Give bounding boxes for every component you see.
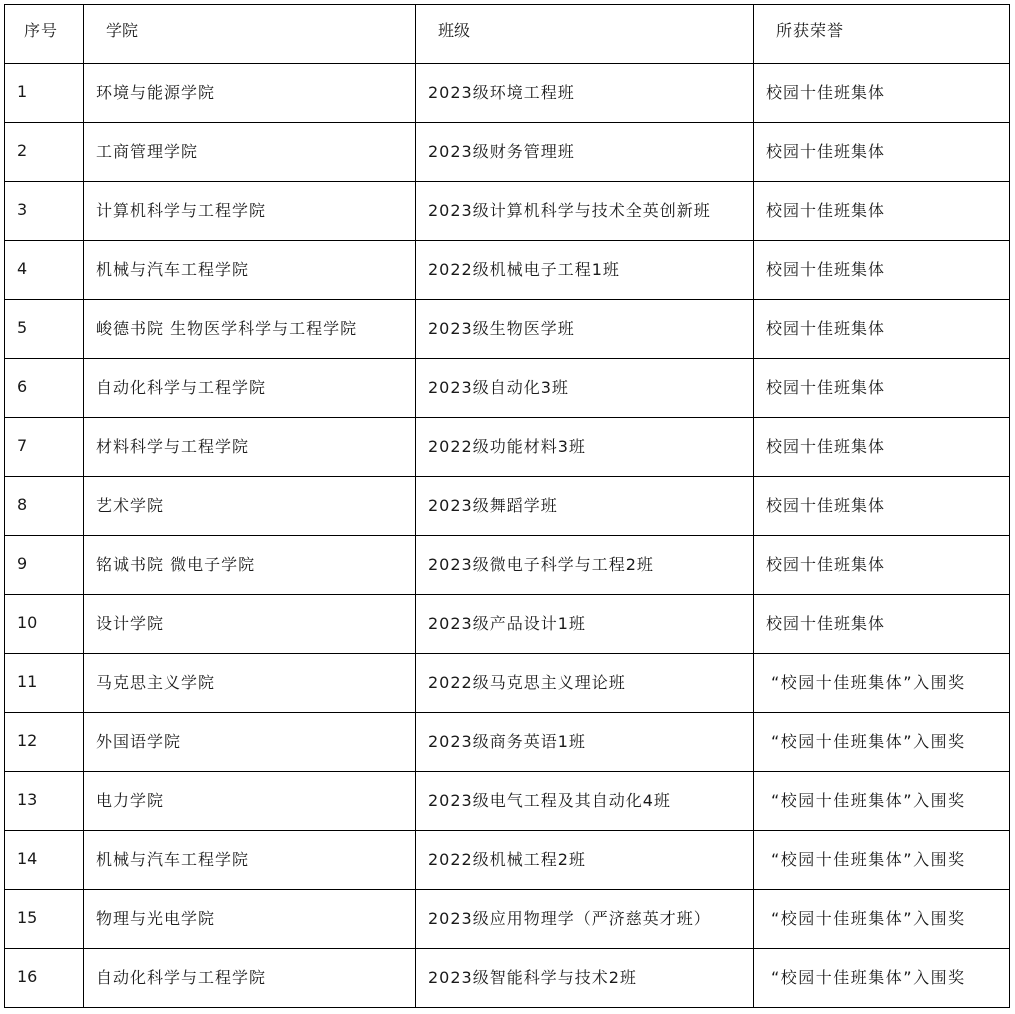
table-row — [5, 418, 1010, 477]
cell-honor: 校园十佳班集体 — [754, 182, 1010, 241]
honor-table-container — [4, 4, 1010, 1008]
cell-college: 机械与汽车工程学院 — [84, 241, 416, 300]
cell-honor: 校园十佳班集体 — [754, 477, 1010, 536]
cell-seq: 15 — [5, 890, 84, 949]
table-row — [5, 64, 1010, 123]
cell-honor: 校园十佳班集体 — [754, 359, 1010, 418]
table-row — [5, 536, 1010, 595]
cell-class: 2023级财务管理班 — [416, 123, 754, 182]
table-row — [5, 713, 1010, 772]
cell-class: 2023级智能科学与技术2班 — [416, 949, 754, 1008]
cell-honor: 校园十佳班集体 — [754, 300, 1010, 359]
cell-class: 2023级应用物理学（严济慈英才班） — [416, 890, 754, 949]
cell-class: 2023级自动化3班 — [416, 359, 754, 418]
table-row — [5, 772, 1010, 831]
header-class: 班级 — [416, 5, 754, 64]
table-row — [5, 182, 1010, 241]
cell-college: 工商管理学院 — [84, 123, 416, 182]
table-row — [5, 300, 1010, 359]
header-honor: 所获荣誉 — [754, 5, 1010, 64]
cell-college: 自动化科学与工程学院 — [84, 359, 416, 418]
cell-class: 2023级生物医学班 — [416, 300, 754, 359]
table-row — [5, 949, 1010, 1008]
cell-college: 电力学院 — [84, 772, 416, 831]
cell-seq: 8 — [5, 477, 84, 536]
cell-class: 2023级计算机科学与技术全英创新班 — [416, 182, 754, 241]
cell-college: 自动化科学与工程学院 — [84, 949, 416, 1008]
cell-college: 物理与光电学院 — [84, 890, 416, 949]
cell-honor: “校园十佳班集体”入围奖 — [754, 831, 1010, 890]
table-header-row — [5, 5, 1010, 64]
cell-college: 马克思主义学院 — [84, 654, 416, 713]
cell-college: 设计学院 — [84, 595, 416, 654]
cell-seq: 9 — [5, 536, 84, 595]
cell-honor: 校园十佳班集体 — [754, 418, 1010, 477]
cell-honor: 校园十佳班集体 — [754, 241, 1010, 300]
cell-honor: “校园十佳班集体”入围奖 — [754, 713, 1010, 772]
cell-seq: 1 — [5, 64, 84, 123]
cell-college: 艺术学院 — [84, 477, 416, 536]
cell-honor: “校园十佳班集体”入围奖 — [754, 654, 1010, 713]
table-row — [5, 241, 1010, 300]
cell-class: 2023级微电子科学与工程2班 — [416, 536, 754, 595]
honor-table — [4, 4, 1010, 1008]
cell-class: 2022级机械工程2班 — [416, 831, 754, 890]
header-college: 学院 — [84, 5, 416, 64]
cell-seq: 14 — [5, 831, 84, 890]
cell-seq: 5 — [5, 300, 84, 359]
cell-college: 计算机科学与工程学院 — [84, 182, 416, 241]
cell-college: 机械与汽车工程学院 — [84, 831, 416, 890]
cell-class: 2023级产品设计1班 — [416, 595, 754, 654]
cell-class: 2023级舞蹈学班 — [416, 477, 754, 536]
table-row — [5, 359, 1010, 418]
table-row — [5, 890, 1010, 949]
cell-seq: 13 — [5, 772, 84, 831]
cell-seq: 2 — [5, 123, 84, 182]
cell-honor: “校园十佳班集体”入围奖 — [754, 890, 1010, 949]
cell-college: 峻德书院 生物医学科学与工程学院 — [84, 300, 416, 359]
table-row — [5, 123, 1010, 182]
cell-seq: 3 — [5, 182, 84, 241]
header-seq: 序号 — [5, 5, 84, 64]
cell-seq: 11 — [5, 654, 84, 713]
cell-honor: “校园十佳班集体”入围奖 — [754, 949, 1010, 1008]
table-row — [5, 831, 1010, 890]
cell-college: 铭诚书院 微电子学院 — [84, 536, 416, 595]
cell-honor: “校园十佳班集体”入围奖 — [754, 772, 1010, 831]
cell-honor: 校园十佳班集体 — [754, 595, 1010, 654]
cell-seq: 12 — [5, 713, 84, 772]
table-row — [5, 654, 1010, 713]
cell-class: 2023级电气工程及其自动化4班 — [416, 772, 754, 831]
cell-honor: 校园十佳班集体 — [754, 64, 1010, 123]
cell-class: 2023级商务英语1班 — [416, 713, 754, 772]
cell-seq: 4 — [5, 241, 84, 300]
cell-seq: 7 — [5, 418, 84, 477]
cell-honor: 校园十佳班集体 — [754, 123, 1010, 182]
cell-seq: 6 — [5, 359, 84, 418]
cell-college: 外国语学院 — [84, 713, 416, 772]
cell-class: 2022级马克思主义理论班 — [416, 654, 754, 713]
cell-class: 2022级功能材料3班 — [416, 418, 754, 477]
cell-seq: 10 — [5, 595, 84, 654]
table-row — [5, 477, 1010, 536]
cell-college: 环境与能源学院 — [84, 64, 416, 123]
cell-seq: 16 — [5, 949, 84, 1008]
cell-honor: 校园十佳班集体 — [754, 536, 1010, 595]
cell-class: 2023级环境工程班 — [416, 64, 754, 123]
cell-class: 2022级机械电子工程1班 — [416, 241, 754, 300]
cell-college: 材料科学与工程学院 — [84, 418, 416, 477]
table-row — [5, 595, 1010, 654]
